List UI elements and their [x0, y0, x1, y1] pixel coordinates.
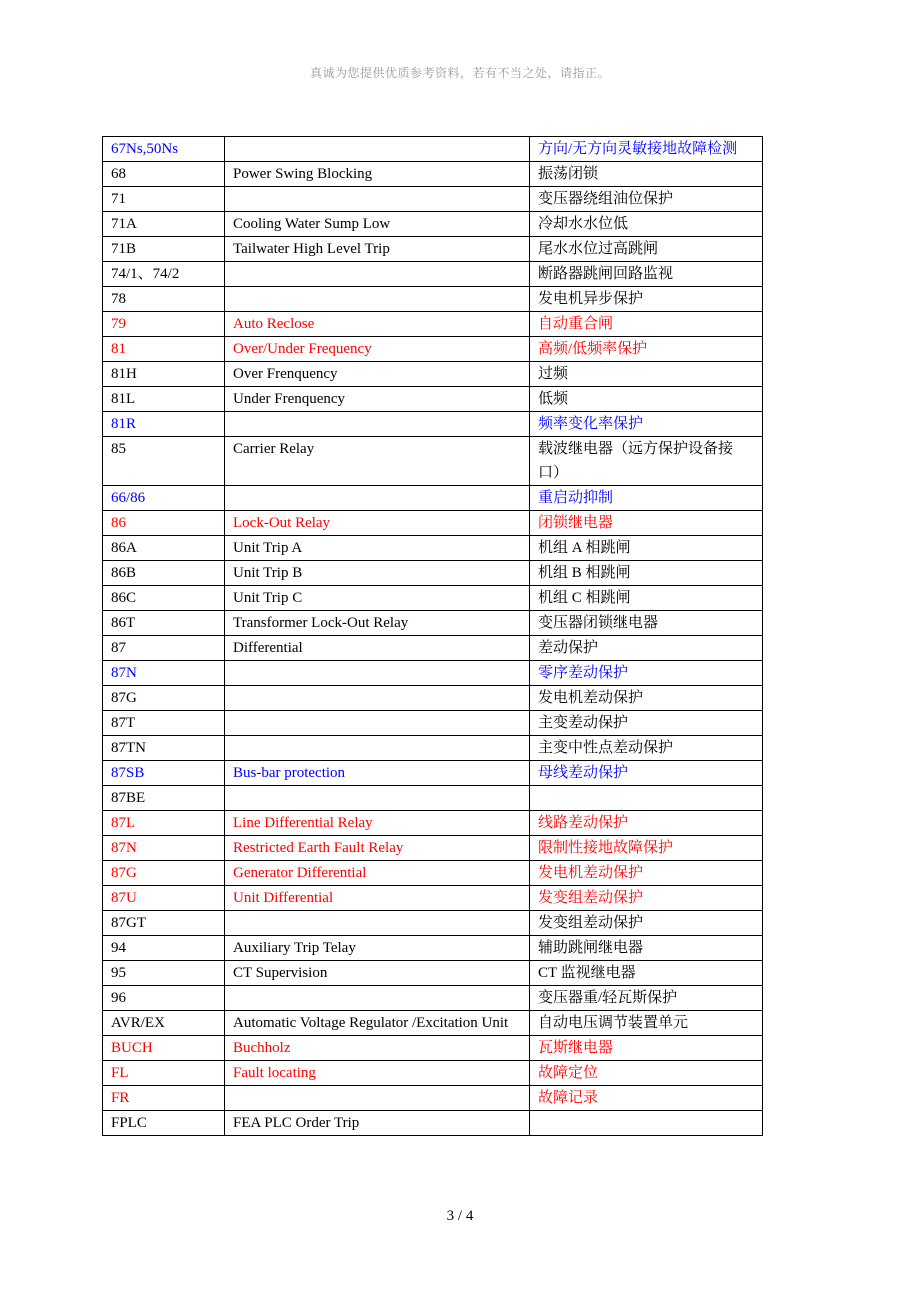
- english-name-cell: Lock-Out Relay: [225, 511, 530, 536]
- table-row: [103, 312, 763, 337]
- english-name-cell: FEA PLC Order Trip: [225, 1111, 530, 1136]
- chinese-name-cell: 变压器闭锁继电器: [530, 611, 763, 636]
- table-row: [103, 861, 763, 886]
- english-name-cell: [225, 137, 530, 162]
- device-code-cell: 74/1、74/2: [103, 262, 225, 287]
- table-row: [103, 437, 763, 486]
- device-code-cell: FL: [103, 1061, 225, 1086]
- english-name-cell: Tailwater High Level Trip: [225, 237, 530, 262]
- device-code-cell: 81R: [103, 412, 225, 437]
- english-name-cell: Unit Trip A: [225, 536, 530, 561]
- english-name-cell: [225, 262, 530, 287]
- page-number: 3 / 4: [446, 1208, 474, 1224]
- device-code-cell: 96: [103, 986, 225, 1011]
- device-code-cell: 85: [103, 437, 225, 486]
- chinese-name-cell: 发变组差动保护: [530, 886, 763, 911]
- english-name-cell: Transformer Lock-Out Relay: [225, 611, 530, 636]
- chinese-name-cell: 断路器跳闸回路监视: [530, 262, 763, 287]
- english-name-cell: Unit Trip C: [225, 586, 530, 611]
- english-name-cell: Buchholz: [225, 1036, 530, 1061]
- chinese-name-cell: 高频/低频率保护: [530, 337, 763, 362]
- device-code-cell: 87N: [103, 836, 225, 861]
- english-name-cell: Line Differential Relay: [225, 811, 530, 836]
- table-row: [103, 611, 763, 636]
- table-row: [103, 686, 763, 711]
- table-row: [103, 237, 763, 262]
- chinese-name-cell: [530, 786, 763, 811]
- english-name-cell: [225, 986, 530, 1011]
- header-note: 真诚为您提供优质参考资料，若有不当之处，请指正。: [309, 66, 610, 80]
- device-code-cell: 86B: [103, 561, 225, 586]
- device-code-cell: 71B: [103, 237, 225, 262]
- chinese-name-cell: 自动电压调节装置单元: [530, 1011, 763, 1036]
- table-row: [103, 362, 763, 387]
- chinese-name-cell: 振荡闭锁: [530, 162, 763, 187]
- chinese-name-cell: 瓦斯继电器: [530, 1036, 763, 1061]
- device-code-cell: 71: [103, 187, 225, 212]
- table-row: [103, 137, 763, 162]
- device-code-cell: 86: [103, 511, 225, 536]
- device-code-cell: 71A: [103, 212, 225, 237]
- english-name-cell: Automatic Voltage Regulator /Excitation Unit: [225, 1011, 530, 1036]
- device-code-cell: 67Ns,50Ns: [103, 137, 225, 162]
- device-code-cell: 81L: [103, 387, 225, 412]
- table-row: [103, 511, 763, 536]
- chinese-name-cell: 差动保护: [530, 636, 763, 661]
- chinese-name-cell: 发电机异步保护: [530, 287, 763, 312]
- english-name-cell: [225, 911, 530, 936]
- table-row: [103, 661, 763, 686]
- chinese-name-cell: 主变中性点差动保护: [530, 736, 763, 761]
- device-code-cell: 87L: [103, 811, 225, 836]
- table-row: [103, 1061, 763, 1086]
- chinese-name-cell: 限制性接地故障保护: [530, 836, 763, 861]
- english-name-cell: Generator Differential: [225, 861, 530, 886]
- chinese-name-cell: 变压器重/轻瓦斯保护: [530, 986, 763, 1011]
- table-row: [103, 786, 763, 811]
- table-body: [103, 137, 763, 1136]
- table-row: [103, 811, 763, 836]
- device-code-cell: 87SB: [103, 761, 225, 786]
- chinese-name-cell: 故障记录: [530, 1086, 763, 1111]
- device-code-cell: FR: [103, 1086, 225, 1111]
- device-code-cell: BUCH: [103, 1036, 225, 1061]
- english-name-cell: [225, 786, 530, 811]
- chinese-name-cell: 主变差动保护: [530, 711, 763, 736]
- english-name-cell: Over Frenquency: [225, 362, 530, 387]
- device-code-cell: 95: [103, 961, 225, 986]
- english-name-cell: Over/Under Frequency: [225, 337, 530, 362]
- table-row: [103, 162, 763, 187]
- english-name-cell: [225, 187, 530, 212]
- english-name-cell: [225, 711, 530, 736]
- table-row: [103, 486, 763, 511]
- chinese-name-cell: 发电机差动保护: [530, 861, 763, 886]
- chinese-name-cell: 发变组差动保护: [530, 911, 763, 936]
- device-code-cell: 79: [103, 312, 225, 337]
- device-code-cell: 78: [103, 287, 225, 312]
- table-row: [103, 911, 763, 936]
- english-name-cell: Bus-bar protection: [225, 761, 530, 786]
- english-name-cell: Fault locating: [225, 1061, 530, 1086]
- english-name-cell: Cooling Water Sump Low: [225, 212, 530, 237]
- english-name-cell: Under Frenquency: [225, 387, 530, 412]
- chinese-name-cell: 母线差动保护: [530, 761, 763, 786]
- table-row: [103, 187, 763, 212]
- chinese-name-cell: 过频: [530, 362, 763, 387]
- table-row: [103, 212, 763, 237]
- chinese-name-cell: 线路差动保护: [530, 811, 763, 836]
- device-code-cell: FPLC: [103, 1111, 225, 1136]
- table-row: [103, 886, 763, 911]
- table-row: [103, 561, 763, 586]
- device-code-cell: 81: [103, 337, 225, 362]
- chinese-name-cell: 变压器绕组油位保护: [530, 187, 763, 212]
- english-name-cell: Unit Trip B: [225, 561, 530, 586]
- device-code-cell: 87U: [103, 886, 225, 911]
- table-row: [103, 1111, 763, 1136]
- english-name-cell: [225, 486, 530, 511]
- device-code-cell: AVR/EX: [103, 1011, 225, 1036]
- device-code-cell: 87: [103, 636, 225, 661]
- chinese-name-cell: 重启动抑制: [530, 486, 763, 511]
- device-code-cell: 86C: [103, 586, 225, 611]
- english-name-cell: [225, 686, 530, 711]
- chinese-name-cell: [530, 1111, 763, 1136]
- device-code-cell: 86A: [103, 536, 225, 561]
- english-name-cell: Auxiliary Trip Telay: [225, 936, 530, 961]
- english-name-cell: [225, 736, 530, 761]
- device-code-cell: 66/86: [103, 486, 225, 511]
- chinese-name-cell: 零序差动保护: [530, 661, 763, 686]
- table-row: [103, 387, 763, 412]
- table-row: [103, 761, 763, 786]
- english-name-cell: CT Supervision: [225, 961, 530, 986]
- device-code-cell: 87GT: [103, 911, 225, 936]
- table-row: [103, 262, 763, 287]
- chinese-name-cell: 方向/无方向灵敏接地故障检测: [530, 137, 763, 162]
- chinese-name-cell: 故障定位: [530, 1061, 763, 1086]
- device-code-cell: 87G: [103, 861, 225, 886]
- device-code-cell: 86T: [103, 611, 225, 636]
- table-row: [103, 1086, 763, 1111]
- table-row: [103, 736, 763, 761]
- table-row: [103, 1011, 763, 1036]
- table-row: [103, 961, 763, 986]
- device-code-cell: 87N: [103, 661, 225, 686]
- table-row: [103, 412, 763, 437]
- chinese-name-cell: 机组 B 相跳闸: [530, 561, 763, 586]
- english-name-cell: Auto Reclose: [225, 312, 530, 337]
- chinese-name-cell: 机组 C 相跳闸: [530, 586, 763, 611]
- english-name-cell: [225, 661, 530, 686]
- chinese-name-cell: 闭锁继电器: [530, 511, 763, 536]
- table-row: [103, 337, 763, 362]
- chinese-name-cell: 自动重合闸: [530, 312, 763, 337]
- english-name-cell: Differential: [225, 636, 530, 661]
- chinese-name-cell: 发电机差动保护: [530, 686, 763, 711]
- chinese-name-cell: 辅助跳闸继电器: [530, 936, 763, 961]
- device-code-cell: 68: [103, 162, 225, 187]
- english-name-cell: Unit Differential: [225, 886, 530, 911]
- chinese-name-cell: 载波继电器（远方保护设备接口）: [530, 437, 763, 486]
- protection-code-table: [102, 136, 763, 1136]
- english-name-cell: [225, 1086, 530, 1111]
- device-code-cell: 87T: [103, 711, 225, 736]
- english-name-cell: Power Swing Blocking: [225, 162, 530, 187]
- table-row: [103, 586, 763, 611]
- chinese-name-cell: 尾水水位过高跳闸: [530, 237, 763, 262]
- table-row: [103, 936, 763, 961]
- device-code-cell: 94: [103, 936, 225, 961]
- chinese-name-cell: 低频: [530, 387, 763, 412]
- chinese-name-cell: 机组 A 相跳闸: [530, 536, 763, 561]
- table-row: [103, 636, 763, 661]
- chinese-name-cell: 冷却水水位低: [530, 212, 763, 237]
- chinese-name-cell: 频率变化率保护: [530, 412, 763, 437]
- device-code-cell: 87TN: [103, 736, 225, 761]
- table-row: [103, 836, 763, 861]
- device-code-cell: 87G: [103, 686, 225, 711]
- english-name-cell: Restricted Earth Fault Relay: [225, 836, 530, 861]
- chinese-name-cell: CT 监视继电器: [530, 961, 763, 986]
- english-name-cell: [225, 287, 530, 312]
- table-row: [103, 986, 763, 1011]
- table-row: [103, 711, 763, 736]
- device-code-cell: 81H: [103, 362, 225, 387]
- english-name-cell: Carrier Relay: [225, 437, 530, 486]
- device-code-cell: 87BE: [103, 786, 225, 811]
- table-row: [103, 287, 763, 312]
- english-name-cell: [225, 412, 530, 437]
- table-row: [103, 1036, 763, 1061]
- table-row: [103, 536, 763, 561]
